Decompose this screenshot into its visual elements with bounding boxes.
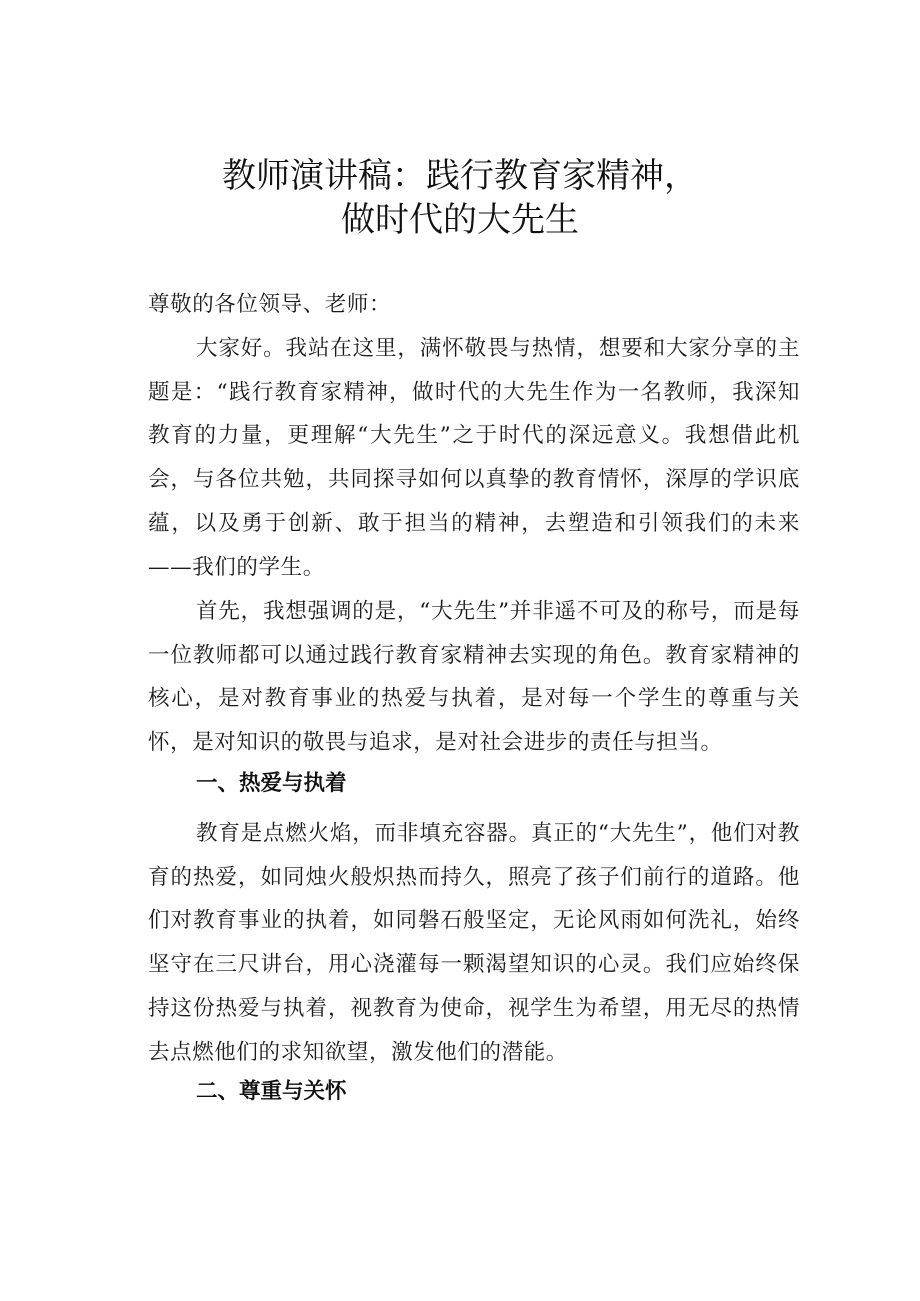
document-title-line-2: 做时代的大先生 (341, 200, 579, 240)
paragraph-opening: 大家好。我站在这里，满怀敬畏与热情，想要和大家分享的主题是：“践行教育家精神，做时代的大先生作为一名教师，我深知教育的力量，更理解“大先生”之于时代的深远意义。我想借此机会，与各位共勉，共同探寻如何以真挚的教育情怀，深厚的学识底蕴，以及勇于创新、敢于担当的精神，去塑造和引领我们的未来——我们的学生。 (148, 336, 800, 580)
paragraph-section-1: 教育是点燃火焰，而非填充容器。真正的“大先生”，他们对教育的热爱，如同烛火般炽热而持久，照亮了孩子们前行的道路。他们对教育事业的执着，如同磐石般坚定，无论风雨如何洗礼，始终坚守在三尺讲台，用心浇灌每一颗渴望知识的心灵。我们应始终保持这份热爱与执着，视教育为使命，视学生为希望，用无尽的热情去点燃他们的求知欲望，激发他们的潜能。 (148, 821, 800, 1065)
section-heading-1: 一、热爱与执着 (196, 771, 347, 796)
section-heading-2: 二、尊重与关怀 (196, 1079, 347, 1104)
document-title-line-1: 教师演讲稿：践行教育家精神， (222, 156, 698, 196)
salutation: 尊敬的各位领导、老师： (148, 292, 392, 317)
paragraph-first-point: 首先，我想强调的是，“大先生”并非遥不可及的称号，而是每一位教师都可以通过践行教育家精神去实现的角色。教育家精神的核心，是对教育事业的热爱与执着，是对每一个学生的尊重与关怀，是对知识的敬畏与追求，是对社会进步的责任与担当。 (148, 599, 800, 756)
